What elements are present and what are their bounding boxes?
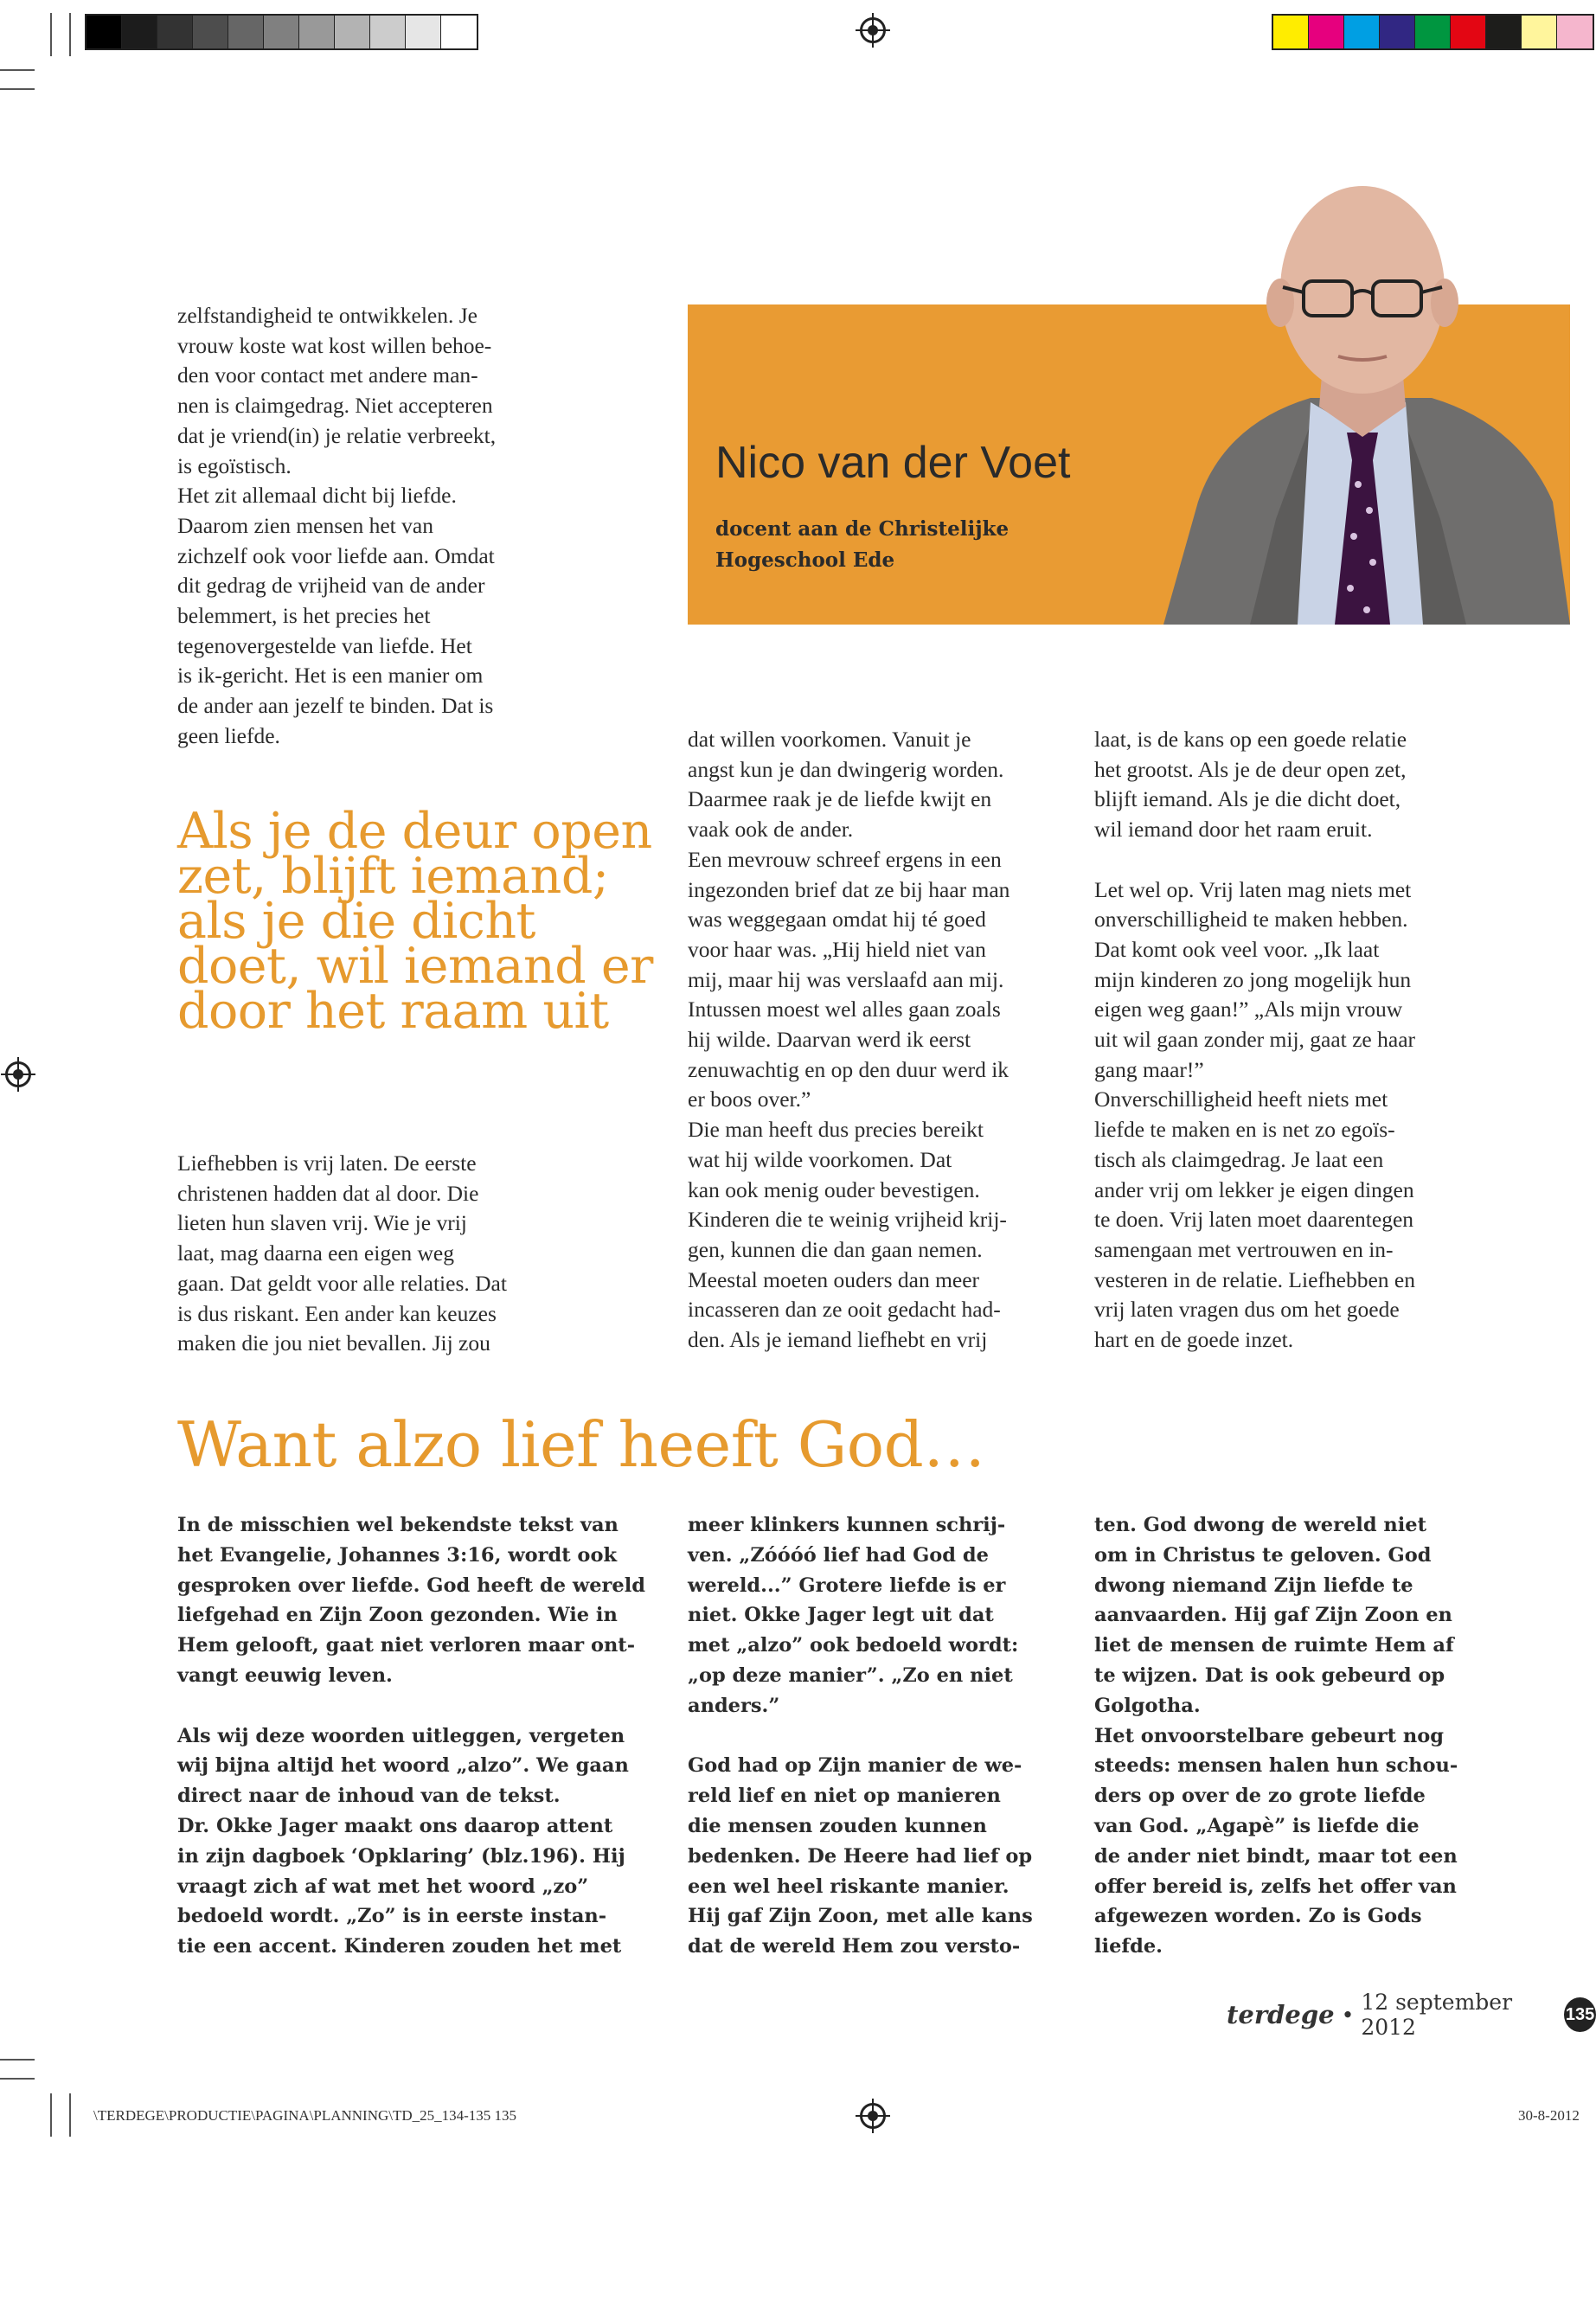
crop-mark xyxy=(0,69,35,71)
color-swatch xyxy=(1309,16,1344,48)
color-swatch xyxy=(1344,16,1380,48)
magazine-brand: terdege xyxy=(1227,2000,1335,2029)
color-swatch xyxy=(1415,16,1451,48)
grey-swatch xyxy=(87,16,122,48)
grey-swatch xyxy=(406,16,441,48)
color-swatch xyxy=(1486,16,1522,48)
author-portrait xyxy=(1146,138,1570,625)
crop-mark xyxy=(0,2059,35,2061)
grey-swatch xyxy=(299,16,335,48)
grey-swatch xyxy=(370,16,406,48)
process-color-bar xyxy=(1272,14,1594,50)
grey-swatch xyxy=(441,16,477,48)
crop-mark xyxy=(0,88,35,90)
column-3-text: laat, is de kans op een goede relatie het grootst. Als je de deur open zet, blijft iemand. Als je die dicht doet, wil iemand door het raam eruit. Let wel op. Vrij laten mag niets met onverschilligheid te maken hebben. Dat komt ook veel voor. „Ik laat mijn kinderen zo jong mogelijk hun eigen weg gaan!” „Als mijn vrouw uit wil gaan zonder mij, gaat ze haar gang maar!” Onverschilligheid heeft niets met liefde te maken en is net zo egoïs- tisch als claimgedrag. Je laat een ander vrij om lekker je eigen dingen te doen. Vrij laten moet daarentegen samengaan met vertrouwen en in- vesteren in de relatie. Liefhebben en vrij laten vragen dus om het goede hart en de goede inzet. xyxy=(1094,727,1416,1353)
sidebar-column-3: ten. God dwong de wereld niet om in Christus te geloven. God dwong niemand Zijn liefde te aanvaarden. Hij gaf Zijn Zoon en liet de mensen de ruimte Hem af te wijzen. Dat is ook gebeurd op Golgotha. Het onvoorstelbare gebeurt nog steeds: mensen halen hun schou- ders op over de zo grote liefde van God. „Agapè” is liefde die de ander niet bindt, maar tot een offer bereid is, zelfs het offer van afgewezen worden. Zo is Gods liefde. xyxy=(1094,1514,1458,1958)
color-swatch xyxy=(1557,16,1593,48)
column-1-bottom-text: Liefhebben is vrij laten. De eerste christenen hadden dat al door. Die lieten hun slaven vrij. Wie je vrij laat, mag daarna een eigen weg gaan. Dat geldt voor alle relaties. Dat is dus riskant. Een ander kan keuzes maken die jou niet bevallen. Jij zou xyxy=(177,1150,507,1356)
footer-separator: • xyxy=(1341,2002,1355,2028)
issue-date: 12 september 2012 xyxy=(1361,1990,1513,2040)
grey-color-bar xyxy=(85,14,478,50)
grey-swatch xyxy=(122,16,157,48)
crop-mark xyxy=(0,2078,35,2080)
pull-quote: Als je de deur open zet, blijft iemand; als je die dicht doet, wil iemand er door het raam uit xyxy=(177,803,653,1040)
grey-swatch xyxy=(157,16,193,48)
column-1-top-text: zelfstandigheid te ontwikkelen. Je vrouw koste wat kost willen behoe- den voor contact met andere man- nen is claimgedrag. Niet accepteren dat je vriend(in) je relatie verbreekt, is egoïstisch. Het zit allemaal dicht bij liefde. Daarom zien mensen het van zichzelf ook voor liefde aan. Omdat dit gedrag de vrijheid van de ander belemmert, is het precies het tegenovergestelde van liefde. Het is ik-gericht. Het is een manier om de ander aan jezelf te binden. Dat is geen liefde. xyxy=(177,303,497,748)
page-footer xyxy=(1227,1990,1596,2040)
color-swatch xyxy=(1273,16,1309,48)
author-role: docent aan de Christelijke Hogeschool Ede xyxy=(715,517,1010,572)
sidebar-column-2: meer klinkers kunnen schrij- ven. „Zóóóó lief had God de wereld...” Grotere liefde is er niet. Okke Jager legt uit dat met „alzo” ook bedoeld wordt: „op deze manier”. „Zo en niet anders.” God had op Zijn manier de we- reld lief en niet op manieren die mensen zouden kunnen bedenken. De Heere had lief op een wel heel riskante manier. Hij gaf Zijn Zoon, met alle kans dat de wereld Hem zou versto- xyxy=(688,1514,1033,1958)
registration-mark-icon xyxy=(5,1061,31,1087)
grey-swatch xyxy=(264,16,299,48)
crop-mark xyxy=(69,13,71,56)
production-slug-path: \TERDEGE\PRODUCTIE\PAGINA\PLANNING\TD_25_134-135 135 xyxy=(93,2107,517,2124)
crop-mark xyxy=(50,13,52,56)
crop-mark xyxy=(50,2093,52,2137)
registration-mark-icon xyxy=(860,17,886,43)
production-slug-date: 30-8-2012 xyxy=(1518,2107,1580,2124)
color-swatch xyxy=(1380,16,1415,48)
grey-swatch xyxy=(228,16,264,48)
sidebar-headline: Want alzo lief heeft God… xyxy=(177,1408,985,1481)
sidebar-column-1: In de misschien wel bekendste tekst van het Evangelie, Johannes 3:16, wordt ook gesproken over liefde. God heeft de wereld liefgehad en Zijn Zoon gezonden. Wie in Hem gelooft, gaat niet verloren maar ont- vangt eeuwig leven. Als wij deze woorden uitleggen, vergeten wij bijna altijd het woord „alzo”. We gaan direct naar de inhoud van de tekst. Dr. Okke Jager maakt ons daarop attent in zijn dagboek ‘Opklaring’ (blz.196). Hij vraagt zich af wat met het woord „zo” bedoeld wordt. „Zo” is in eerste instan- tie een accent. Kinderen zouden het met xyxy=(177,1514,645,1958)
crop-mark xyxy=(69,2093,71,2137)
color-swatch xyxy=(1522,16,1557,48)
page-number: 135 xyxy=(1564,1997,1596,2032)
color-swatch xyxy=(1451,16,1486,48)
registration-mark-icon xyxy=(860,2103,886,2129)
grey-swatch xyxy=(193,16,228,48)
author-name: Nico van der Voet xyxy=(715,438,1071,488)
grey-swatch xyxy=(335,16,370,48)
column-2-text: dat willen voorkomen. Vanuit je angst kun je dan dwingerig worden. Daarmee raak je de liefde kwijt en vaak ook de ander. Een mevrouw schreef ergens in een ingezonden brief dat ze bij haar man was weggegaan omdat hij té goed voor haar was. „Hij hield niet van mij, maar hij was verslaafd aan mij. Intussen moest wel alles gaan zoals hij wilde. Daarvan werd ik eerst zenuwachtig en op den duur werd ik er boos over.” Die man heeft dus precies bereikt wat hij wilde voorkomen. Dat kan ook menig ouder bevestigen. Kinderen die te weinig vrijheid krij- gen, kunnen die dan gaan nemen. Meestal moeten ouders dan meer incasseren dan ze ooit gedacht had- den. Als je iemand liefhebt en vrij xyxy=(688,727,1010,1353)
